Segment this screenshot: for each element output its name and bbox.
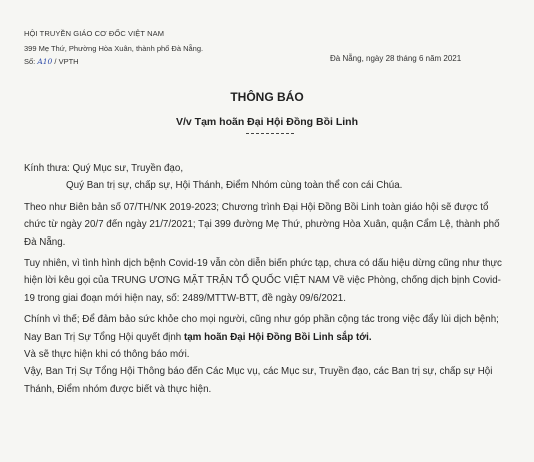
document-date: Đà Nẵng, ngày 28 tháng 6 năm 2021 [330,54,462,63]
salutation-continued: Quý Ban trị sự, chấp sự, Hội Thánh, Điểm Nhóm cùng toàn thể con cái Chúa. [66,180,403,192]
organization-name: HỘI TRUYỀN GIÁO CƠ ĐỐC VIỆT NAM [24,29,165,38]
document-subject: V/v Tạm hoãn Đại Hội Đồng Bồi Linh [175,116,358,128]
paragraph-closing: Vậy, Ban Trị Sự Tổng Hội Thông báo đến Các Mục vụ, các Mục sư, Truyền đạo, các Ban trị sự, chấp sự Hội Thánh, Điểm nhóm được biết và thực hiện. [24,366,493,395]
paragraph-schedule: Theo như Biên bản số 07/TH/NK 2019-2023; Chương trình Đại Hội Đồng Bồi Linh toàn giáo hội sẽ được tổ chức từ ngày 20/7 đến ngày 21/7/2021; Tại 399 đường Mẹ Thứ, phường Hòa Xuân, quận Cẩm Lệ, thành phố Đà Nẵng. [24,201,500,248]
paragraph-decision [24,311,510,346]
paragraph-followup: Và sẽ thực hiện khi có thông báo mới. [24,349,190,361]
paragraph-covid: Tuy nhiên, vì tình hình dịch bệnh Covid-19 vẫn còn diễn biến phức tạp, chưa có dấu hiệu dừng cũng như thực hiện lời kêu gọi của TRUNG ƯƠNG MẶT TRẬN TỔ QUỐC VIỆT NAM Về việc Phòng, chống dịch bịnh Covid-19 trong giai đoạn mới hiện nay, số: 2489/MTTW-BTT, đề ngày 09/6/2021. [24,258,502,304]
decision-bold: tạm hoãn Đại Hội Đồng Bồi Linh sắp tới. [183,331,372,343]
salutation: Kính thưa: Quý Mục sư, Truyền đạo, [24,163,184,174]
document-body [24,160,510,398]
reference-label: Số: [24,57,36,66]
decision-text: Chính vì thế; Để đảm bảo sức khỏe cho mọi người, cũng như góp phần cộng tác trong việc đẩy lùi dịch bệnh; Nay Ban Trị Sự Tổng Hội quyết định [24,314,499,343]
reference-suffix: / VPTH [54,57,79,66]
document-title: THÔNG BÁO [230,90,304,104]
organization-address: 399 Mẹ Thứ, Phường Hòa Xuân, thành phố Đà Nẵng. [24,44,204,53]
reference-number [24,57,79,66]
handwritten-number: A10 [37,57,53,66]
subject-divider [246,133,294,134]
